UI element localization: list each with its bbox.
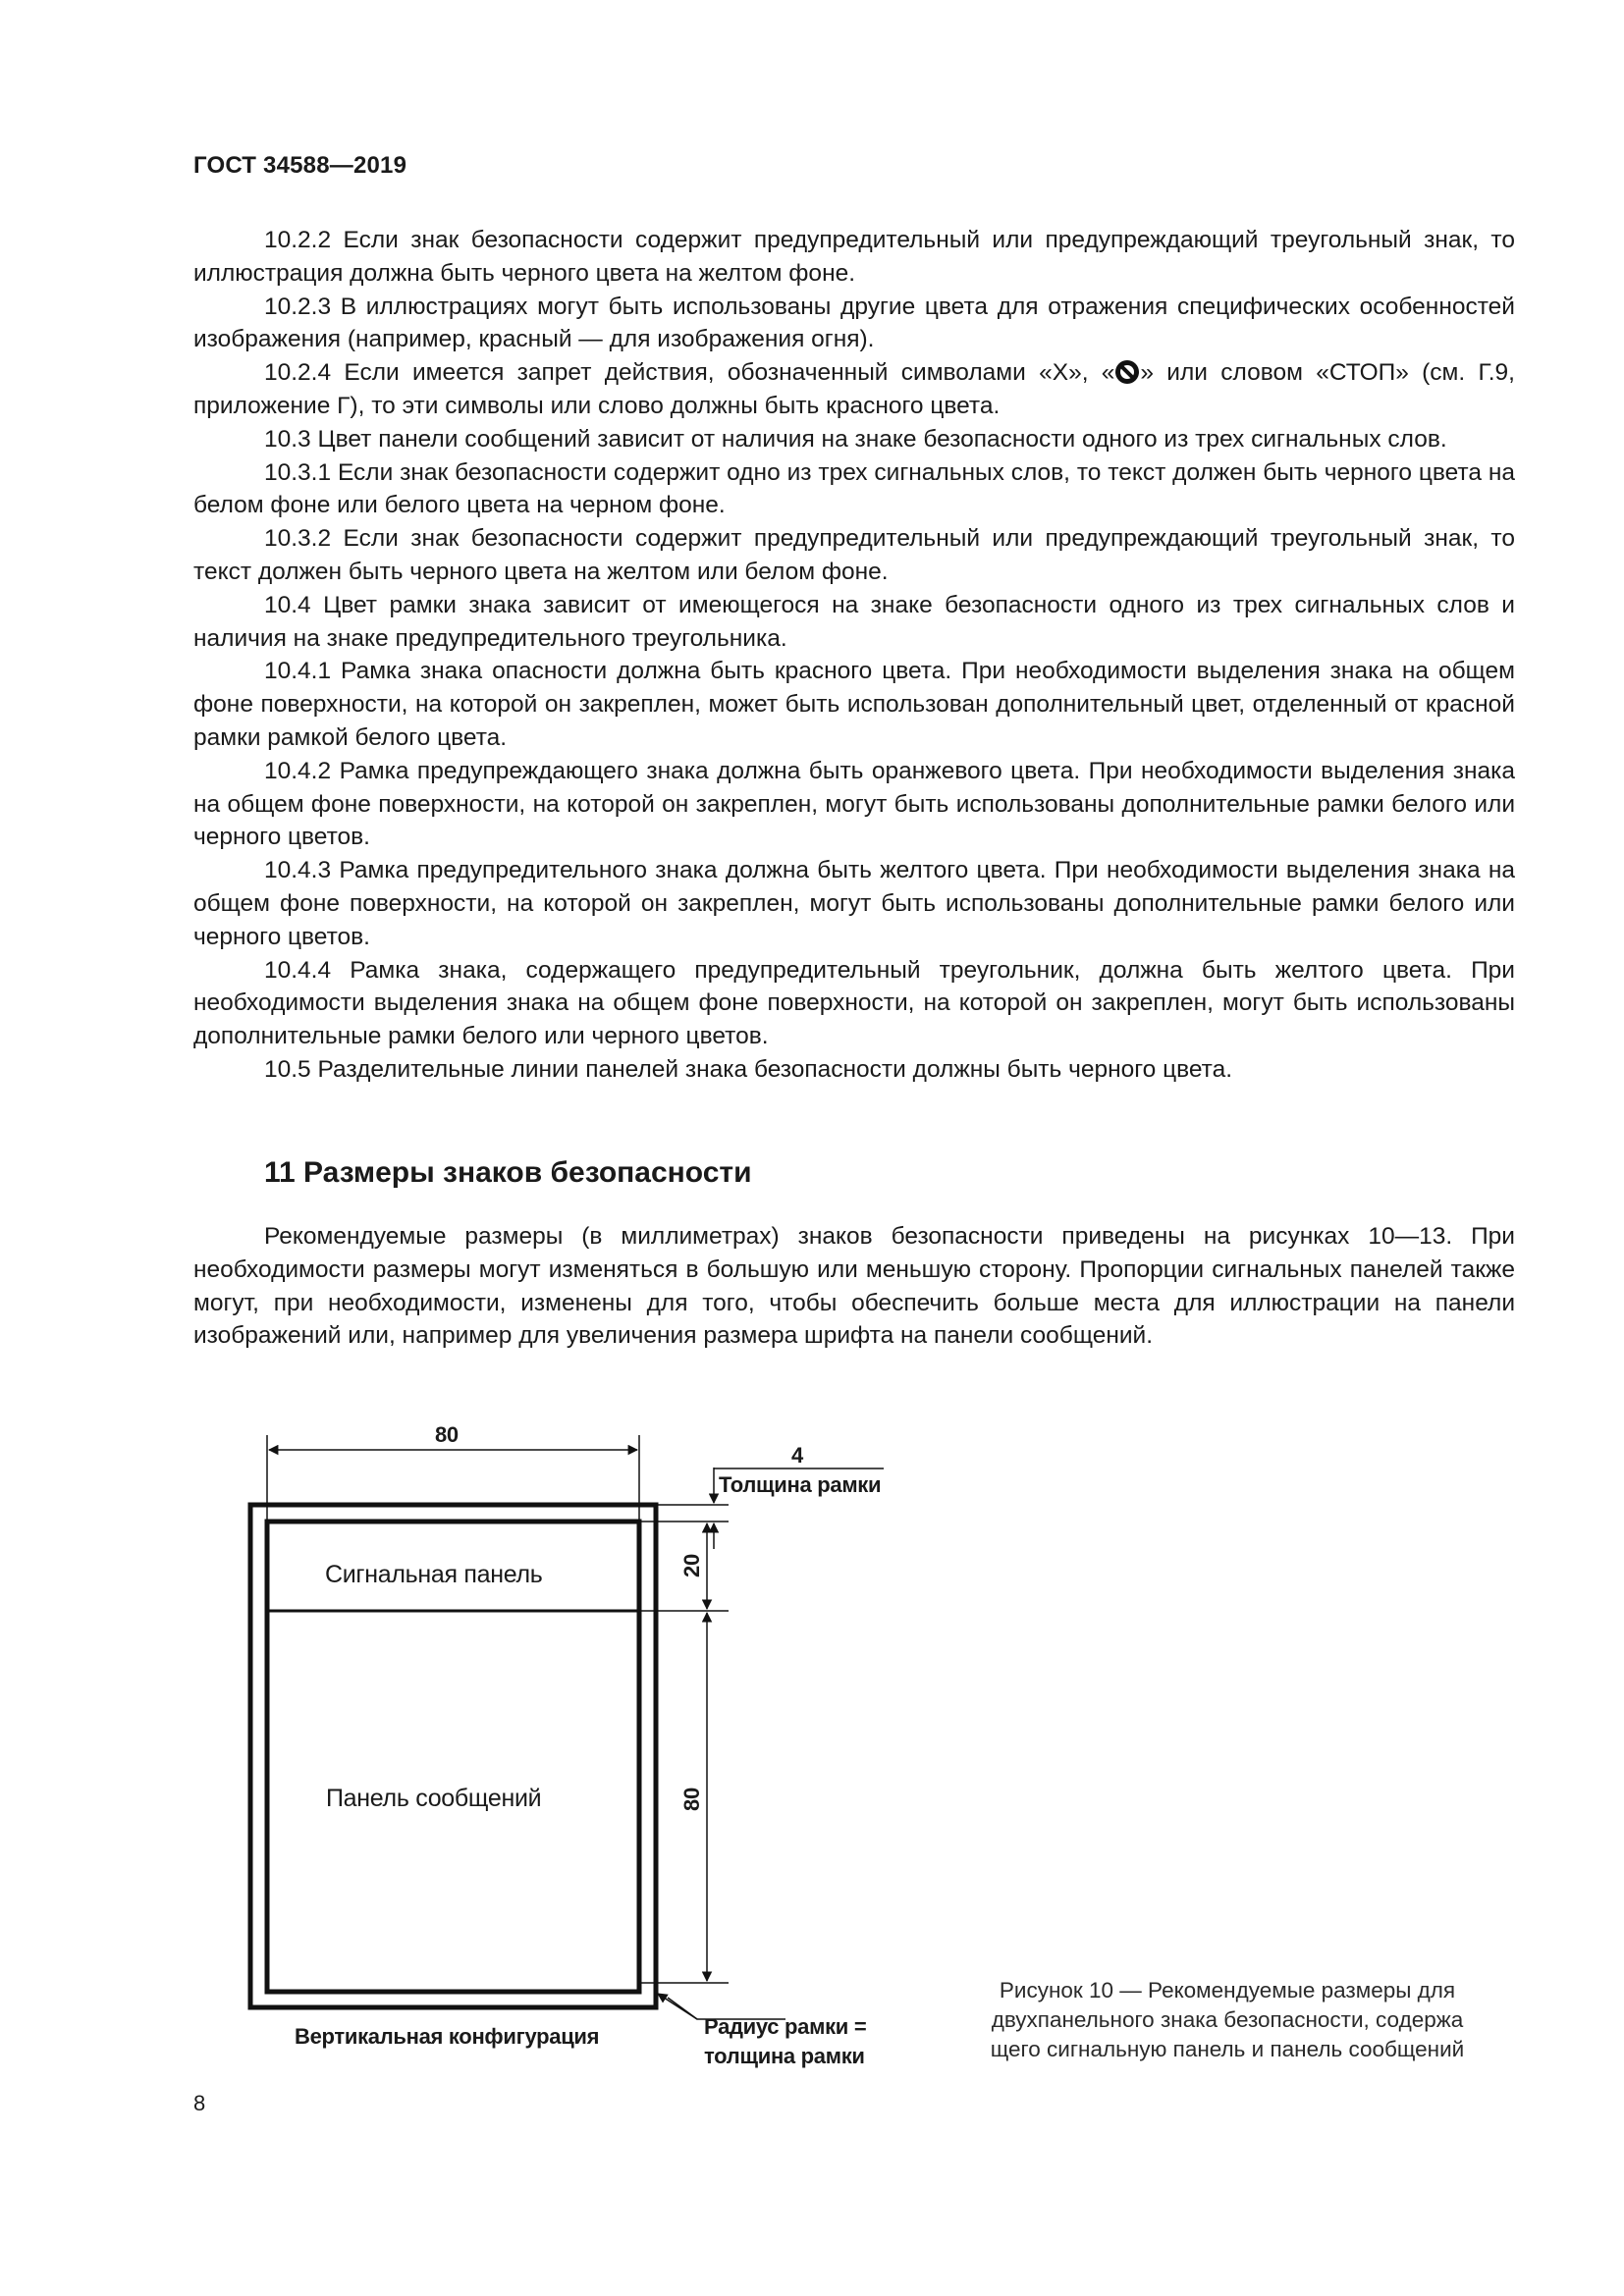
paragraph-10-2-4 <box>193 356 1515 423</box>
section-11-text <box>193 1220 1515 1353</box>
caption-line-3: щего сигнальную панель и панель сообщений <box>990 2037 1465 2061</box>
paragraph-10-4-1: 10.4.1 Рамка знака опасности должна быть красного цвета. При необходимости выделения знака на общем фоне поверхности, на которой он закреплен, может быть использован дополнительный цвет, отделенный от красной рамки рамкой белого цвета. <box>193 658 1515 751</box>
dimension-message-height-label: 80 <box>678 1788 704 1811</box>
sign-dimension-drawing <box>236 1414 943 2081</box>
dimension-signal-height-label: 20 <box>678 1554 704 1577</box>
section-heading: 11 Размеры знаков безопасности <box>264 1156 752 1189</box>
paragraph-10-3-1: 10.3.1 Если знак безопасности содержит одно из трех сигнальных слов, то текст должен быть черного цвета на белом фоне или белого цвета на черном фоне. <box>193 458 1515 519</box>
caption-line-2: двухпанельного знака безопасности, содержа <box>991 2007 1464 2032</box>
configuration-label: Вертикальная конфигурация <box>295 2024 600 2049</box>
paragraph-10-4: 10.4 Цвет рамки знака зависит от имеющегося на знаке безопасности одного из трех сигнальных слов и наличия на знаке предупредительного треугольника. <box>193 591 1515 652</box>
dimension-width-label: 80 <box>435 1422 459 1447</box>
figure-10-diagram <box>236 1414 943 2081</box>
dimension-frame-label: 4 <box>791 1443 803 1468</box>
paragraph-10-5: 10.5 Разделительные линии панелей знака безопасности должны быть черного цвета. <box>264 1055 1233 1083</box>
prohibition-symbol-icon <box>1114 359 1140 385</box>
figure-caption <box>933 1976 1522 2064</box>
paragraph-10-3: 10.3 Цвет панели сообщений зависит от наличия на знаке безопасности одного из трех сигнальных слов. <box>264 425 1447 453</box>
paragraph-10-2-4-part-a: 10.2.4 Если имеется запрет действия, обозначенный символами «X», « <box>264 359 1115 387</box>
message-panel-label: Панель сообщений <box>326 1785 542 1812</box>
paragraph-10-4-3: 10.4.3 Рамка предупредительного знака должна быть желтого цвета. При необходимости выделения знака на общем фоне поверхности, на которой он закреплен, могут быть использованы дополнительные рамки белого или черного цветов. <box>193 857 1515 950</box>
caption-line-1: Рисунок 10 — Рекомендуемые размеры для <box>999 1978 1456 2002</box>
radius-label-line1: Радиус рамки = <box>704 2014 867 2039</box>
frame-thickness-label: Толщина рамки <box>719 1472 882 1497</box>
body-text <box>193 224 1515 1087</box>
paragraph-10-4-4: 10.4.4 Рамка знака, содержащего предупредительный треугольник, должна быть желтого цвета. При необходимости выделения знака на общем фоне поверхности, на которой он закреплен, могут быть использованы дополнительные рамки белого или черного цветов. <box>193 956 1515 1050</box>
paragraph-10-2-4-part-b: » или словом «СТОП» (см. Г.9, приложение Г), то эти символы или слово должны быть красного цвета. <box>193 359 1515 419</box>
paragraph-10-2-2: 10.2.2 Если знак безопасности содержит предупредительный или предупреждающий треугольный знак, то иллюстрация должна быть черного цвета на желтом фоне. <box>193 227 1515 287</box>
paragraph-10-3-2: 10.3.2 Если знак безопасности содержит предупредительный или предупреждающий треугольный знак, то текст должен быть черного цвета на желтом или белом фоне. <box>193 525 1515 585</box>
document-code-header: ГОСТ 34588—2019 <box>193 152 407 179</box>
paragraph-10-4-2: 10.4.2 Рамка предупреждающего знака должна быть оранжевого цвета. При необходимости выделения знака на общем фоне поверхности, на которой он закреплен, могут быть использованы дополнительные рамки белого или черного цветов. <box>193 757 1515 851</box>
signal-panel-label: Сигнальная панель <box>325 1561 543 1588</box>
paragraph-11: Рекомендуемые размеры (в миллиметрах) знаков безопасности приведены на рисунках 10—13. При необходимости размеры могут изменяться в большую или меньшую сторону. Пропорции сигнальных панелей также могут, при необходимости, изменены для того, чтобы обеспечить больше места для иллюстрации на панели изображений или, например для увеличения размера шрифта на панели сообщений. <box>193 1223 1515 1350</box>
radius-label-line2: толщина рамки <box>704 2044 865 2068</box>
inner-frame <box>267 1522 639 1992</box>
paragraph-10-2-3: 10.2.3 В иллюстрациях могут быть использованы другие цвета для отражения специфических особенностей изображения (например, красный — для изображения огня). <box>193 293 1515 353</box>
page-number: 8 <box>193 2091 206 2115</box>
